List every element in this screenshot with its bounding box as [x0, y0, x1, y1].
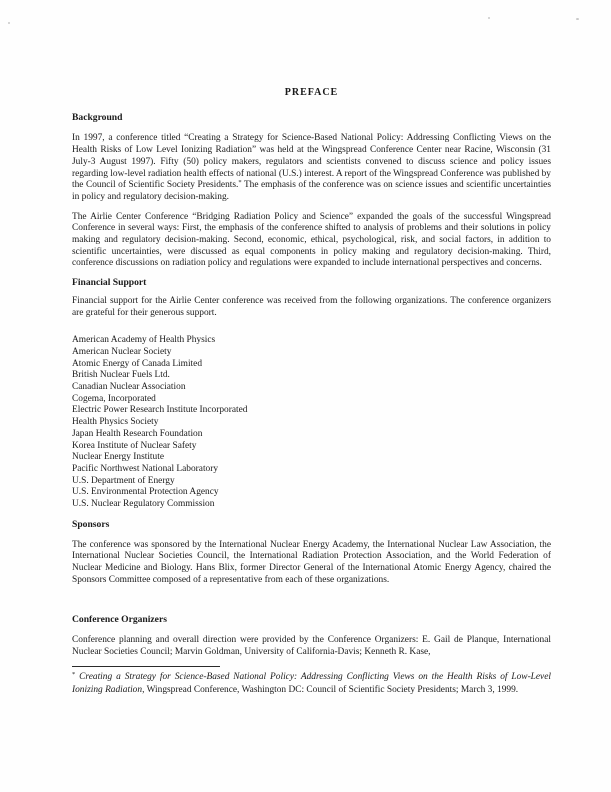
- paragraph-background-2: The Airlie Center Conference “Bridging Radiation Policy and Science” expanded the goals of the successful Wingspread Conference in several ways: First, the emphasis of the conference shifted to analysis of problems and their solutions in policy making and regulatory decision-making. Second, economic, ethical, psychological, risk, and social factors, in addition to scientific uncertainties, were discussed as equal components in policy making and regulatory decision-making. Third, conference discussions on radiation policy and regulations were expanded to include international perspectives and concerns.: [72, 211, 551, 269]
- footnote-marker-reference: *: [238, 179, 242, 187]
- page-title: PREFACE: [284, 87, 339, 98]
- footnote-title-italic: Creating a Strategy for Science-Based National Policy: Addressing Conflicting Views on the Health Risks of Low-Level Ionizing Radiation: [72, 672, 551, 695]
- organization-item: U.S. Environmental Protection Agency: [72, 487, 219, 498]
- organization-item: Atomic Energy of Canada Limited: [72, 358, 203, 369]
- paragraph-conference-organizers: Conference planning and overall direction were provided by the Conference Organizers: E. Gail de Planque, International Nuclear Societies Council; Marvin Goldman, University of California-Davis; Kenneth R. Kase,: [72, 635, 551, 657]
- organization-item: American Nuclear Society: [72, 346, 172, 357]
- scan-speck: [576, 18, 579, 20]
- section-heading-sponsors: Sponsors: [72, 518, 110, 530]
- scan-speck: [8, 22, 10, 24]
- footnote-citation-text: , Wingspread Conference, Washington DC: Council of Scientific Society Presidents; March 3, 1999.: [142, 684, 519, 695]
- organization-item: U.S. Department of Energy: [72, 475, 175, 486]
- organization-item: Cogema, Incorporated: [72, 393, 156, 404]
- page-content: [72, 0, 551, 696]
- organization-item: Health Physics Society: [72, 417, 159, 428]
- paragraph-sponsors: The conference was sponsored by the International Nuclear Energy Academy, the International Nuclear Law Association, the International Nuclear Societies Council, the International Radiation Protection Association, and the World Federation of Nuclear Medicine and Biology. Hans Blix, former Director General of the International Atomic Energy Agency, chaired the Sponsors Committee composed of a representative from each of these organizations.: [72, 539, 551, 585]
- section-heading-conference-organizers: Conference Organizers: [72, 614, 167, 626]
- organization-item: Korea Institute of Nuclear Safety: [72, 440, 197, 451]
- paragraph-text: The emphasis of the conference was on science issues and scientific uncertainties in policy and regulatory decision-making.: [72, 180, 551, 202]
- section-heading-background: Background: [72, 111, 123, 123]
- organization-item: American Academy of Health Physics: [72, 335, 216, 346]
- paragraph-text: In 1997, a conference titled “Creating a Strategy for Science-Based National Policy: Addressing Conflicting Views on the Health Risks of Low Level Ionizing Radiation” was held at the Wingspread Conference Center near Racine, Wisconsin (31 July-3 August 1997). Fifty (50) policy makers, regulators and scientists convened to discuss science and policy issues regarding low-level radiation health effects of national (U.S.) interest. A report of the Wingspread Conference was published by the Council of Scientific Society Presidents.: [72, 133, 551, 191]
- section-heading-financial-support: Financial Support: [72, 277, 147, 289]
- paragraph-financial-intro: Financial support for the Airlie Center conference was received from the following organizations. The conference organizers are grateful for their generous support.: [72, 295, 551, 318]
- footnote-rule: [72, 666, 220, 667]
- footnote: [72, 671, 551, 695]
- organization-item: U.S. Nuclear Regulatory Commission: [72, 499, 215, 510]
- organization-item: Japan Health Research Foundation: [72, 428, 203, 439]
- organization-item: Canadian Nuclear Association: [72, 382, 186, 393]
- organization-item: British Nuclear Fuels Ltd.: [72, 370, 170, 381]
- organization-list: [72, 335, 551, 511]
- organization-item: Pacific Northwest National Laboratory: [72, 463, 219, 474]
- paragraph-background-1: [72, 133, 551, 203]
- footnote-marker: *: [72, 671, 76, 679]
- organization-item: Nuclear Energy Institute: [72, 452, 164, 463]
- organization-item: Electric Power Research Institute Incorporated: [72, 405, 248, 416]
